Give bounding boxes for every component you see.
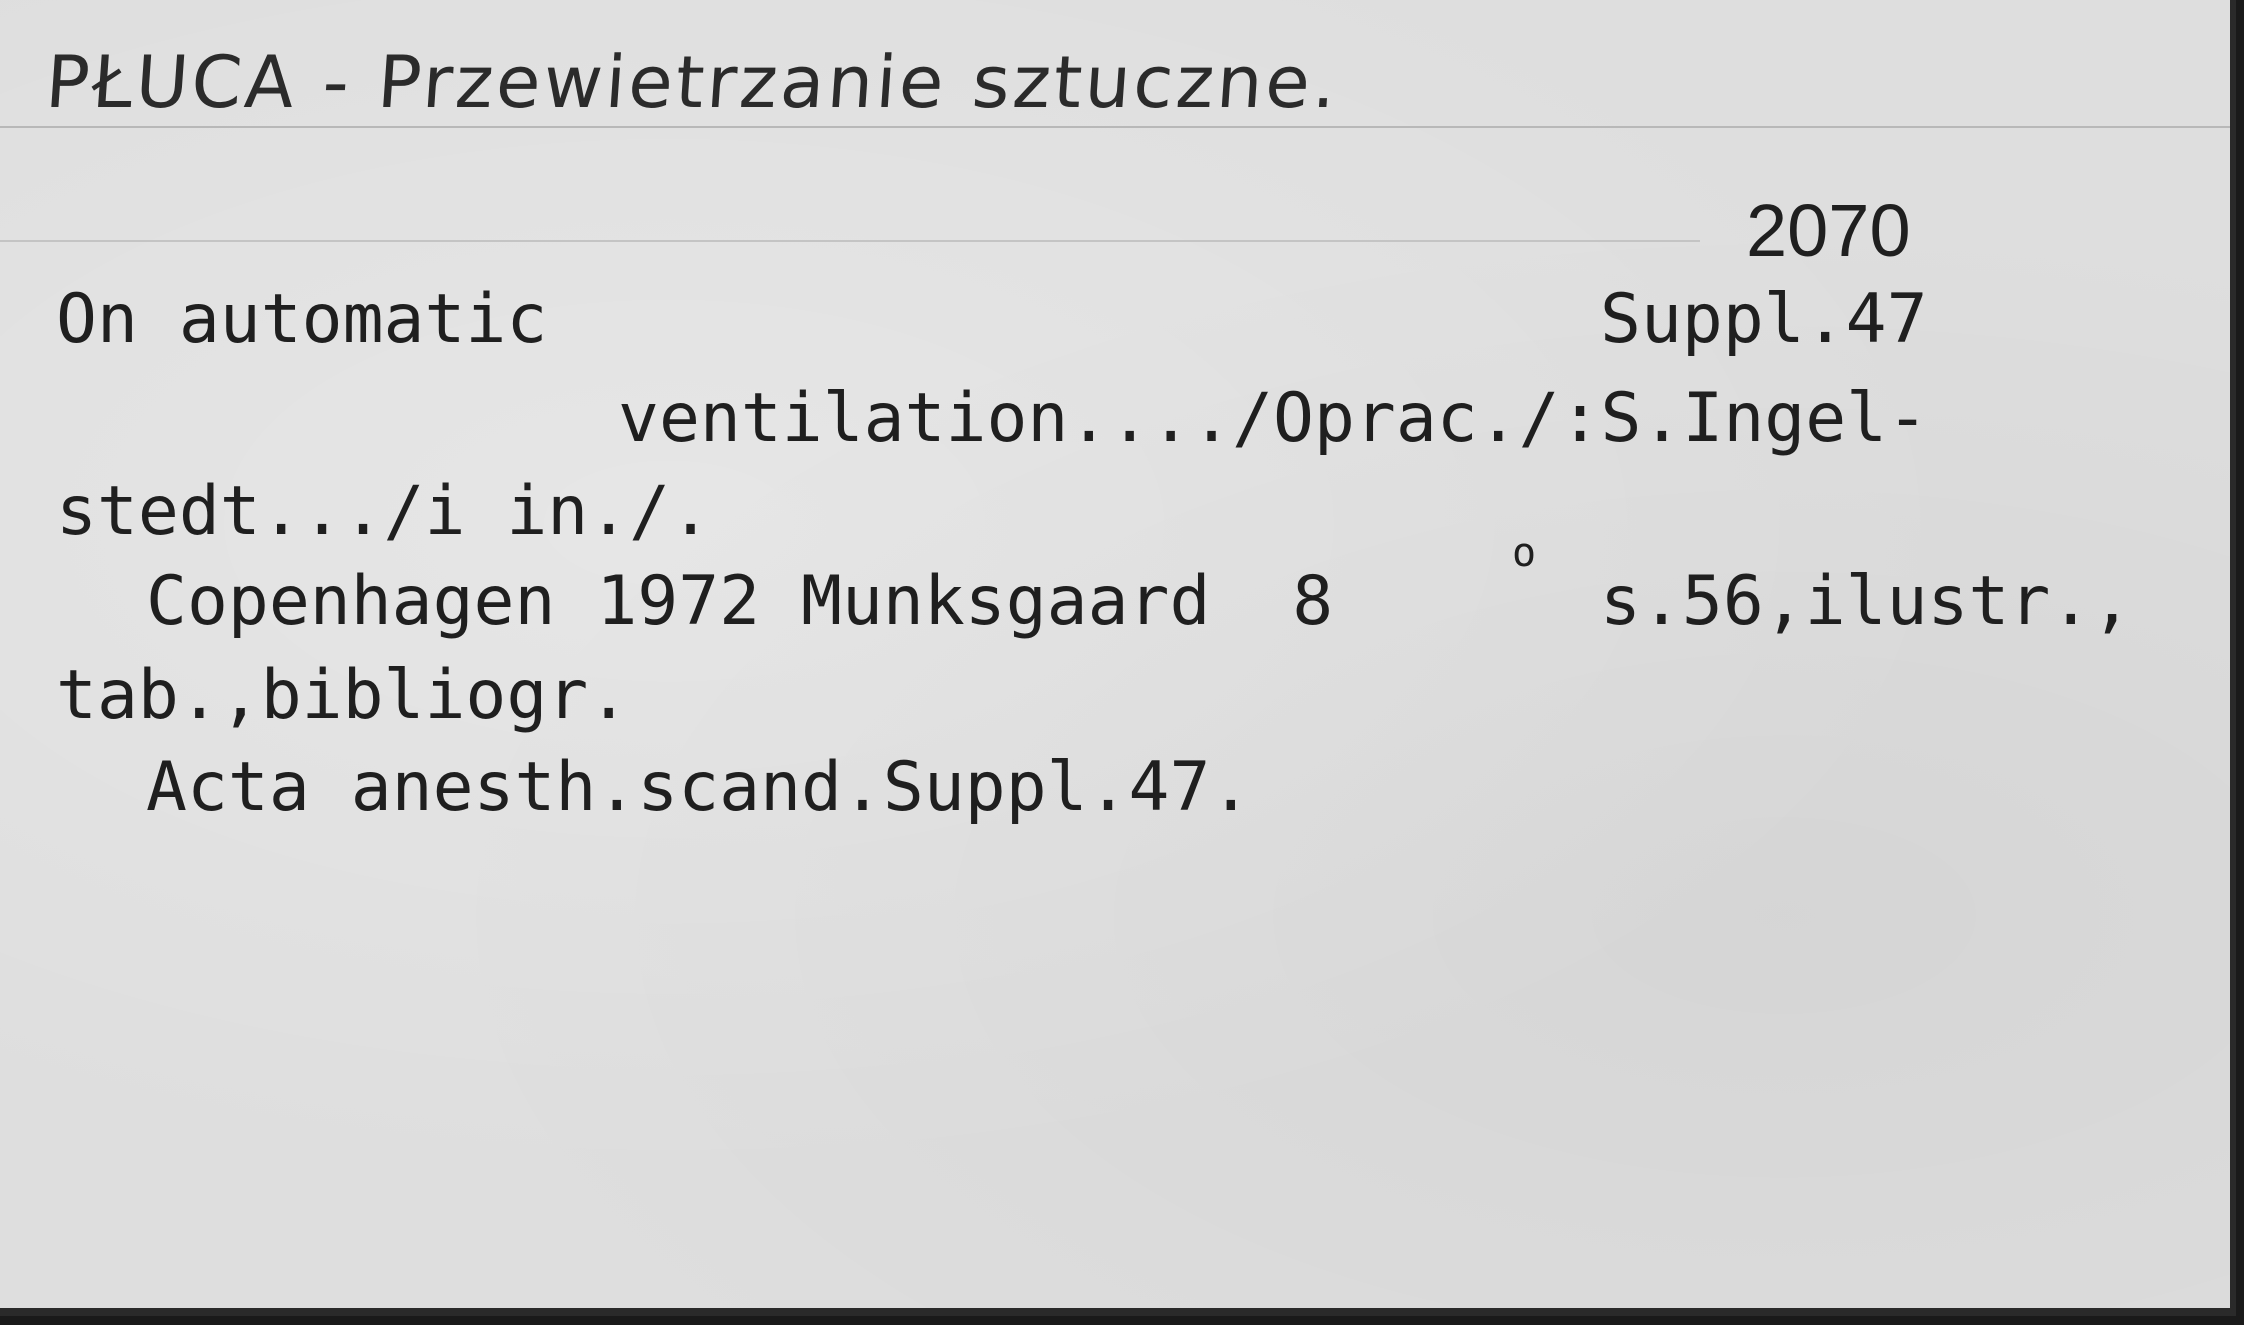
title-line-1: On automatic <box>56 280 548 359</box>
pagination-line: s.56,ilustr., <box>1600 562 2133 641</box>
title-line-3: stedt.../i in./. <box>56 472 712 551</box>
subject-heading: PŁUCA - Przewietrzanie sztuczne. <box>43 40 1342 124</box>
series-statement: Acta anesth.scand.Suppl.47. <box>146 748 1252 827</box>
card-second-rule <box>0 240 1700 242</box>
extent-continuation: tab.,bibliogr. <box>56 656 630 735</box>
call-number: 2070 <box>1746 189 1911 272</box>
series-mark: Suppl.47 <box>1600 280 1928 359</box>
format-degree-mark: o <box>1512 530 1537 576</box>
imprint-line: Copenhagen 1972 Munksgaard 8 <box>146 562 1334 641</box>
title-line-2: ventilation..../Oprac./:S.Ingel- <box>618 379 1929 458</box>
card-top-rule <box>0 126 2236 128</box>
